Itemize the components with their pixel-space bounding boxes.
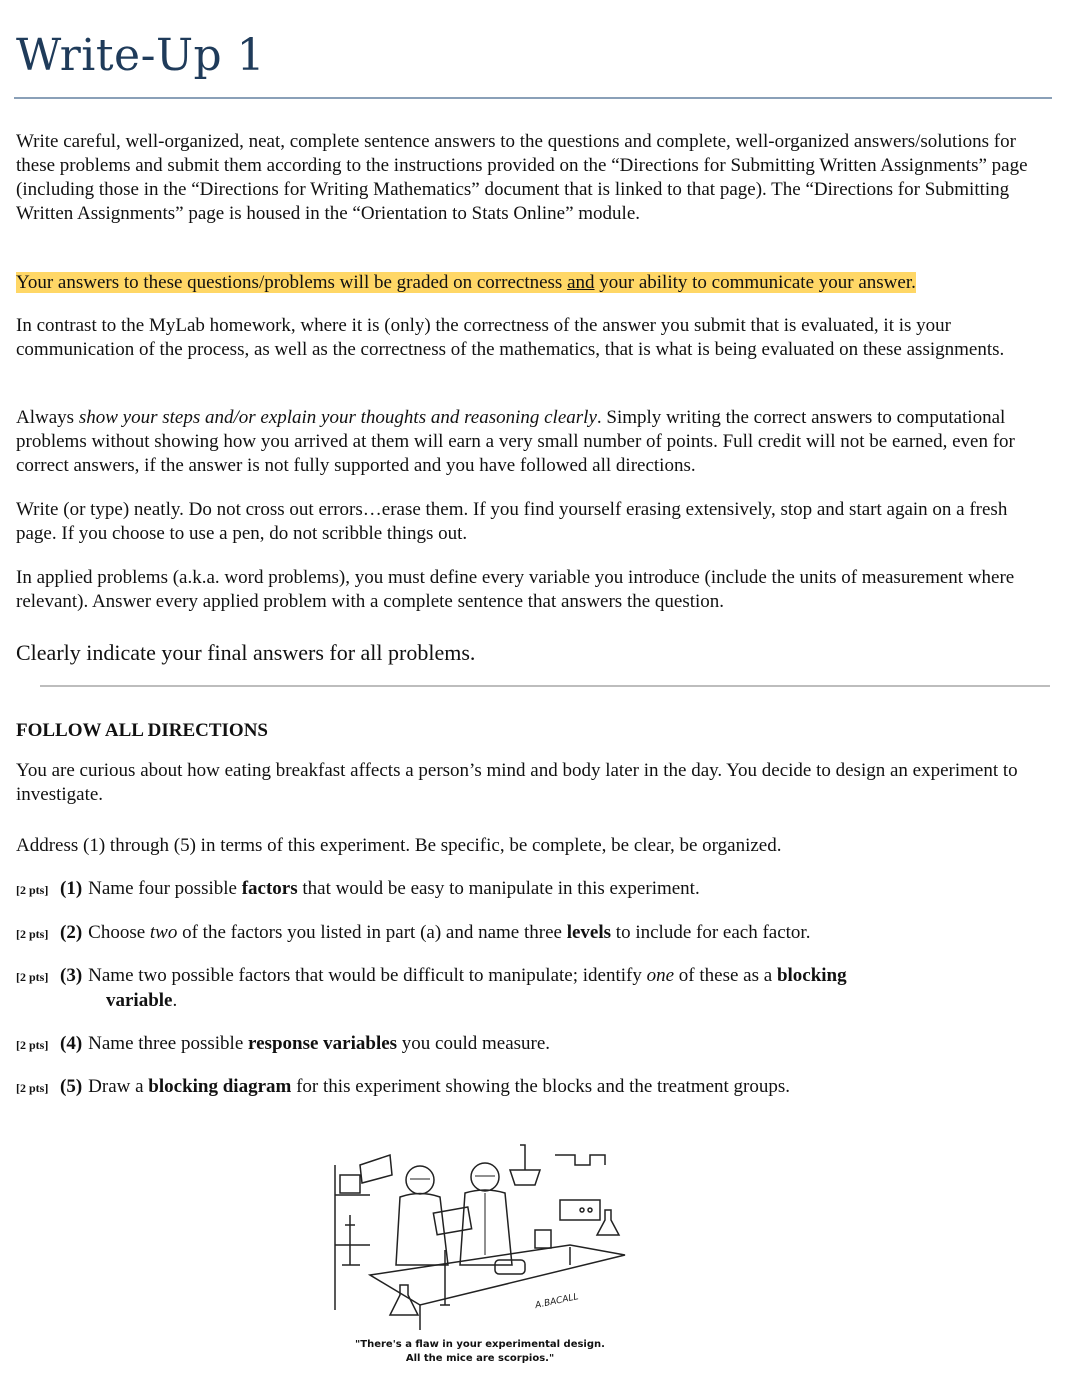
clipboard-icon bbox=[433, 1207, 471, 1235]
neatness-paragraph: Write (or type) neatly. Do not cross out errors…erase them. If you find yourself erasing extensively, stop and start again on a fresh page. If you choose to use a pen, do not scribble things out. bbox=[16, 499, 1008, 544]
points-label: [2 pts] bbox=[16, 970, 49, 984]
points-label: [2 pts] bbox=[16, 1038, 49, 1052]
question-number: (5) bbox=[60, 1076, 83, 1097]
applied-paragraph: In applied problems (a.k.a. word problems), you must define every variable you introduce (include the units of measurement where relevant). Answer every applied problem with a complete sentence that answers the question. bbox=[16, 567, 1015, 612]
grading-and-underlined: and bbox=[567, 272, 595, 293]
question-1 bbox=[16, 877, 1046, 902]
question-text: Name three possible bbox=[88, 1033, 249, 1054]
grading-note-highlight bbox=[16, 272, 916, 293]
question-keyword: blocking diagram bbox=[148, 1076, 292, 1097]
question-number: (4) bbox=[60, 1033, 83, 1054]
scenario-paragraph: You are curious about how eating breakfast affects a person’s mind and body later in the day. You decide to design an experiment to investigate. bbox=[16, 760, 1018, 805]
question-text: of these as a bbox=[674, 965, 777, 986]
question-text: Draw a bbox=[88, 1076, 149, 1097]
question-number: (3) bbox=[60, 965, 83, 986]
grading-text-2: your ability to communicate your answer. bbox=[594, 272, 916, 293]
question-keyword: factors bbox=[241, 878, 298, 899]
steps-paragraph bbox=[16, 406, 1052, 478]
artist-signature: A.BACALL bbox=[534, 1292, 580, 1312]
question-3-continuation bbox=[16, 989, 1046, 1013]
question-text: for this experiment showing the blocks and the treatment groups. bbox=[291, 1076, 790, 1097]
scientist-right-coat-icon bbox=[460, 1190, 512, 1265]
cartoon-caption bbox=[330, 1338, 630, 1366]
steps-italic: show your steps and/or explain your thoughts and reasoning clearly bbox=[78, 407, 597, 428]
scientist-left-head-icon bbox=[406, 1166, 434, 1194]
title-divider bbox=[14, 97, 1052, 99]
beaker-icon bbox=[535, 1230, 551, 1248]
points-label: [2 pts] bbox=[16, 927, 49, 941]
stand-icon bbox=[342, 1215, 360, 1265]
question-text: Name two possible factors that would be difficult to manipulate; identify bbox=[88, 965, 647, 986]
points-label: [2 pts] bbox=[16, 1081, 49, 1095]
question-3 bbox=[16, 964, 1046, 1013]
question-text: . bbox=[172, 990, 178, 1011]
question-text: to include for each factor. bbox=[611, 922, 811, 943]
question-text: of the factors you listed in part (a) and name three bbox=[177, 922, 567, 943]
question-keyword: levels bbox=[566, 922, 612, 943]
contrast-paragraph: In contrast to the MyLab homework, where it is (only) the correctness of the answer you submit that is evaluated, it is your communication of the process, as well as the correctness of the mathematics, that is what is being evaluated on these assignments. bbox=[16, 315, 1005, 360]
question-text: Choose bbox=[88, 922, 150, 943]
question-text: Name four possible bbox=[88, 878, 242, 899]
lab-sign-icon bbox=[360, 1155, 392, 1183]
question-text: that would be easy to manipulate in this experiment. bbox=[297, 878, 700, 899]
page-title: Write-Up 1 bbox=[16, 30, 266, 81]
intro-paragraph: Write careful, well-organized, neat, complete sentence answers to the questions and complete, well-organized answers/solutions for these problems and submit them according to the instructions provided on the “Directions for Submitting Written Assignments” page (including those in the “Directions for Writing Mathematics” document that is linked to that page). The “Directions for Submitting Written Assignments” page is housed in the “Orientation to Stats Online” module. bbox=[16, 131, 1028, 224]
address-paragraph: Address (1) through (5) in terms of this experiment. Be specific, be complete, be clear, be organized. bbox=[16, 835, 782, 856]
test-tube-icon bbox=[440, 1250, 450, 1305]
steps-text-2: . Simply writing the correct answers to computational problems without showing how you arrived at them will earn a very small number of points. Full credit will not be earned, even for correct answers, if the answer is not fully supported and you have followed all directions. bbox=[16, 407, 1015, 476]
lab-box-icon bbox=[340, 1175, 360, 1193]
question-italic: two bbox=[149, 922, 178, 943]
grading-note bbox=[16, 271, 1052, 295]
final-answers-note: Clearly indicate your final answers for all problems. bbox=[16, 640, 476, 665]
lamp-icon bbox=[510, 1145, 540, 1185]
question-italic: one bbox=[646, 965, 675, 986]
pipes-icon bbox=[555, 1155, 605, 1165]
caption-line-2: All the mice are scorpios." bbox=[405, 1353, 555, 1364]
grading-text-1: Your answers to these questions/problems will be graded on correctness bbox=[16, 272, 568, 293]
table-leg-icon bbox=[420, 1247, 570, 1330]
section-divider bbox=[40, 685, 1050, 687]
question-text: you could measure. bbox=[397, 1033, 551, 1054]
machine-knob-icon bbox=[580, 1208, 584, 1212]
question-keyword: response variables bbox=[248, 1033, 398, 1054]
machine-knob-icon bbox=[588, 1208, 592, 1212]
question-2 bbox=[16, 921, 1046, 946]
steps-text-1: Always bbox=[16, 407, 79, 428]
scientist-left-coat-icon bbox=[396, 1194, 448, 1266]
scorpion-dish-icon bbox=[495, 1260, 525, 1274]
points-label: [2 pts] bbox=[16, 883, 49, 897]
lab-cartoon bbox=[330, 1135, 630, 1335]
question-number: (2) bbox=[60, 922, 83, 943]
question-5 bbox=[16, 1075, 1046, 1100]
question-4 bbox=[16, 1032, 1046, 1057]
question-keyword: variable bbox=[106, 990, 173, 1011]
scientist-right-head-icon bbox=[471, 1163, 499, 1191]
question-keyword: blocking bbox=[776, 965, 847, 986]
section-heading: FOLLOW ALL DIRECTIONS bbox=[16, 720, 269, 741]
question-number: (1) bbox=[60, 878, 83, 899]
caption-line-1: "There's a flaw in your experimental design. bbox=[355, 1339, 605, 1350]
